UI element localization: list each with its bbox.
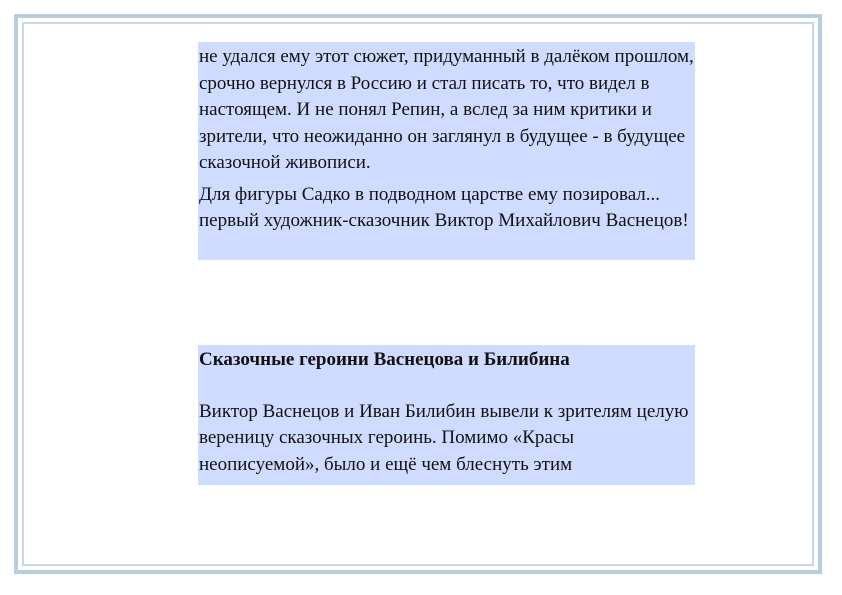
paragraph-heroines: Виктор Васнецов и Иван Билибин вывели к зрителям целую вереницу сказочных героинь. Помимо «Красы неописуемой», было и ещё чем блеснуть этим [199, 400, 689, 475]
section-heading: Сказочные героини Васнецова и Билибина [199, 349, 570, 370]
text-block-heroines [198, 345, 695, 485]
paragraph-vasnetsov-posed: Для фигуры Садко в подводном царстве ему позировал... первый художник-сказочник Виктор Михайлович Васнецов! [199, 183, 689, 231]
text-block-sadko [198, 42, 695, 260]
paragraph-repin: не удался ему этот сюжет, придуманный в далёком прошлом, срочно вернулся в Россию и стал писать то, что видел в настоящем. И не понял Репин, а вслед за ним критики и зрители, что неожиданно он заглянул в будущее - в будущее сказочной живописи. [199, 46, 694, 173]
